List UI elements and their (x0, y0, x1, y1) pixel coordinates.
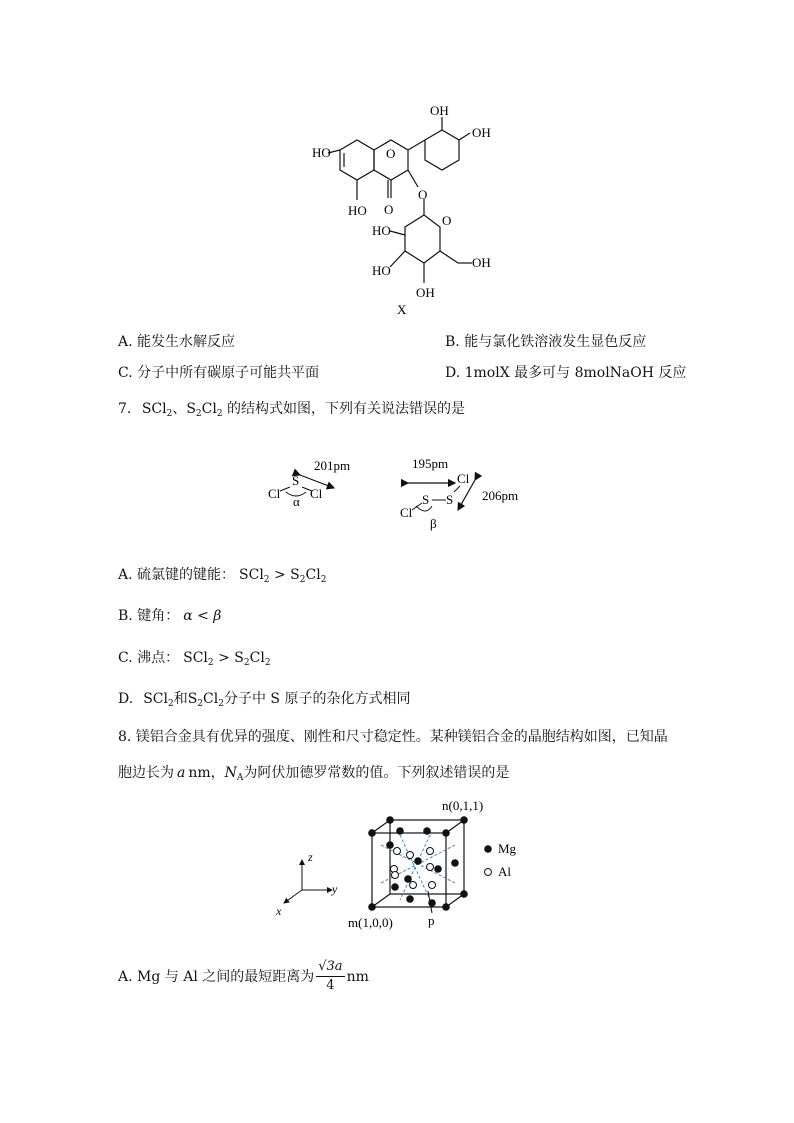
svg-text:m(1,0,0): m(1,0,0) (348, 915, 393, 930)
q6-option-a: A. 能发生水解反应 (118, 334, 236, 350)
q7-structure-figure (260, 450, 540, 535)
q6-option-c: C. 分子中所有碳原子可能共平面 (118, 365, 320, 381)
svg-text:Cl: Cl (400, 505, 413, 520)
svg-text:S: S (422, 492, 430, 507)
svg-text:Al: Al (498, 864, 511, 879)
q6-option-d: D. 1molX 最多可与 8molNaOH 反应 (445, 365, 687, 381)
carbonyl-oxygen: O (384, 202, 394, 217)
sugar-oh-2: OH (472, 255, 491, 270)
q7-option-a: A. 硫氯键的键能： $SCl_2 > S_2Cl_2$ (118, 567, 327, 585)
ho-left: HO (312, 145, 331, 160)
svg-text:α: α (293, 494, 300, 509)
svg-text:S: S (292, 473, 300, 488)
svg-text:Cl: Cl (457, 471, 470, 486)
compound-label: X (397, 302, 407, 317)
q7-stem: 7. SCl$_2$、$S_2Cl_2$ 的结构式如图，下列有关说法错误的是 (118, 401, 466, 419)
oh-top: OH (430, 103, 449, 118)
ring-oxygen: O (386, 146, 396, 161)
sugar-oh-1: OH (416, 285, 435, 300)
q7-option-b: B. 键角： α < β (118, 608, 222, 624)
ho-bottom: HO (348, 203, 367, 218)
svg-text:Cl: Cl (268, 486, 281, 501)
q8-crystal-cell-figure (270, 795, 550, 935)
q7-option-d: D. SCl$_2$和$S_2Cl_2$分子中 S 原子的杂化方式相同 (118, 691, 411, 709)
svg-text:195pm: 195pm (412, 456, 449, 471)
sugar-ring-oxygen: O (442, 213, 452, 228)
svg-text:S: S (446, 492, 454, 507)
compound-x-structure (290, 95, 510, 320)
q6-option-b: B. 能与氯化铁溶液发生显色反应 (445, 334, 647, 350)
svg-text:201pm: 201pm (314, 458, 351, 473)
oh-right: OH (472, 125, 491, 140)
fraction: √3a 4 (318, 959, 343, 993)
svg-text:β: β (430, 516, 437, 531)
svg-text:p: p (428, 913, 435, 928)
sugar-ho-1: HO (372, 223, 391, 238)
svg-text:Cl: Cl (310, 486, 323, 501)
svg-text:206pm: 206pm (482, 488, 519, 503)
q8-option-a: A. Mg 与 Al 之间的最短距离为 √3a 4 nm (118, 959, 369, 993)
svg-text:z: z (308, 850, 313, 864)
sugar-ho-2: HO (372, 263, 391, 278)
svg-text:n(0,1,1): n(0,1,1) (442, 798, 484, 813)
svg-text:x: x (276, 904, 282, 918)
q8-stem-line1: 8. 镁铝合金具有优异的强度、刚性和尺寸稳定性。某种镁铝合金的晶胞结构如图，已知晶 (118, 729, 668, 745)
linker-oxygen: O (418, 187, 428, 202)
q8-stem-line2: 胞边长为 a nm，$N_A$为阿伏加德罗常数的值。下列叙述错误的是 (118, 765, 510, 783)
q7-option-c: C. 沸点： $SCl_2 > S_2Cl_2$ (118, 650, 271, 668)
svg-text:y: y (332, 882, 338, 896)
svg-text:Mg: Mg (498, 841, 517, 856)
